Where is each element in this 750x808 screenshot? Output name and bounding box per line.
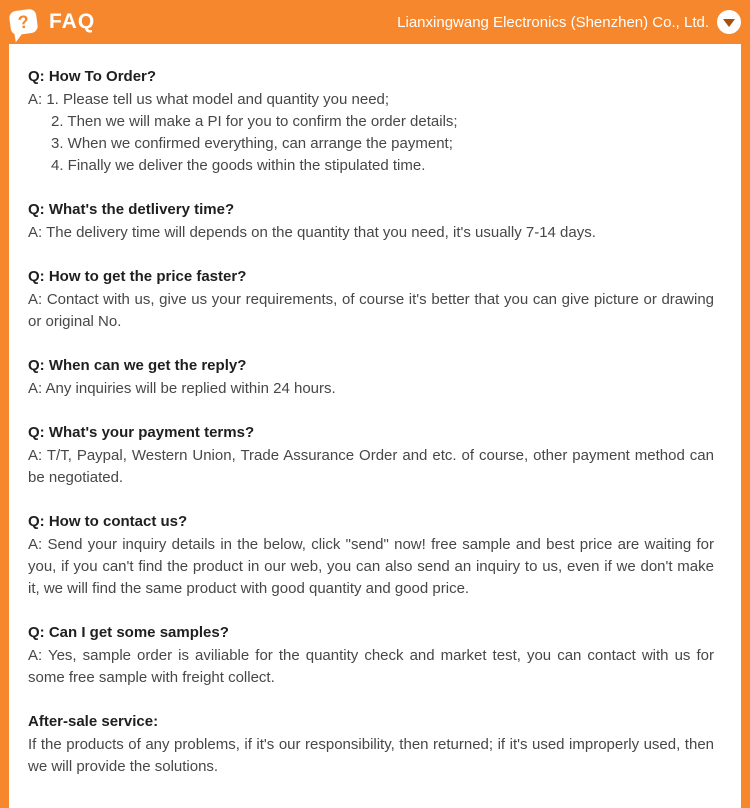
faq-question: Q: How to contact us? — [28, 513, 188, 530]
faq-question: After-sale service: — [28, 713, 159, 730]
company-name: Lianxingwang Electronics (Shenzhen) Co., Ltd. — [397, 13, 709, 31]
faq-step: 3. When we confirmed everything, can arrange the payment; — [51, 135, 453, 152]
faq-item — [28, 355, 714, 400]
faq-question: Q: How To Order? — [28, 68, 157, 85]
faq-item — [28, 266, 714, 333]
faq-step: 4. Finally we deliver the goods within the stipulated time. — [51, 157, 426, 174]
question-bubble-icon — [8, 8, 38, 36]
faq-content — [9, 44, 741, 808]
faq-question: Q: Can I get some samples? — [28, 624, 229, 641]
faq-item — [28, 511, 714, 600]
faq-answer: A: Any inquiries will be replied within 24 hours. — [28, 380, 336, 397]
chevron-down-icon — [723, 19, 735, 27]
faq-question: Q: What's your payment terms? — [28, 424, 255, 441]
faq-question: Q: What's the detlivery time? — [28, 201, 235, 218]
faq-item — [28, 622, 714, 689]
faq-answer: If the products of any problems, if it's our responsibility, then returned; if it's used improperly used, then we will provide the solutions. — [28, 736, 714, 775]
faq-item — [28, 66, 714, 177]
header-bar — [0, 0, 750, 44]
after-sale-service-section — [28, 711, 714, 778]
faq-steps — [28, 111, 714, 177]
faq-answer: A: Contact with us, give us your requirements, of course it's better that you can give picture or drawing or original No. — [28, 291, 714, 330]
faq-item — [28, 199, 714, 244]
faq-question: Q: How to get the price faster? — [28, 268, 247, 285]
faq-step: 2. Then we will make a PI for you to confirm the order details; — [51, 113, 458, 130]
faq-answer: A: The delivery time will depends on the quantity that you need, it's usually 7-14 days. — [28, 224, 596, 241]
faq-question: Q: When can we get the reply? — [28, 357, 247, 374]
faq-answer: A: Yes, sample order is aviliable for the quantity check and market test, you can contact with us for some free sample with freight collect. — [28, 647, 714, 686]
faq-item — [28, 422, 714, 489]
faq-answer: A: 1. Please tell us what model and quantity you need; — [28, 91, 390, 108]
faq-answer: A: T/T, Paypal, Western Union, Trade Assurance Order and etc. of course, other payment method can be negotiated. — [28, 447, 714, 486]
page-title: FAQ — [49, 10, 96, 33]
faq-answer: A: Send your inquiry details in the below, click "send" now! free sample and best price are waiting for you, if you can't find the product in our web, you can also send an inquiry to us, even if we don't make it, we will find the same product with good quantity and good price. — [28, 536, 714, 597]
dropdown-toggle-button[interactable] — [717, 10, 741, 34]
question-glyph: ? — [16, 10, 31, 33]
